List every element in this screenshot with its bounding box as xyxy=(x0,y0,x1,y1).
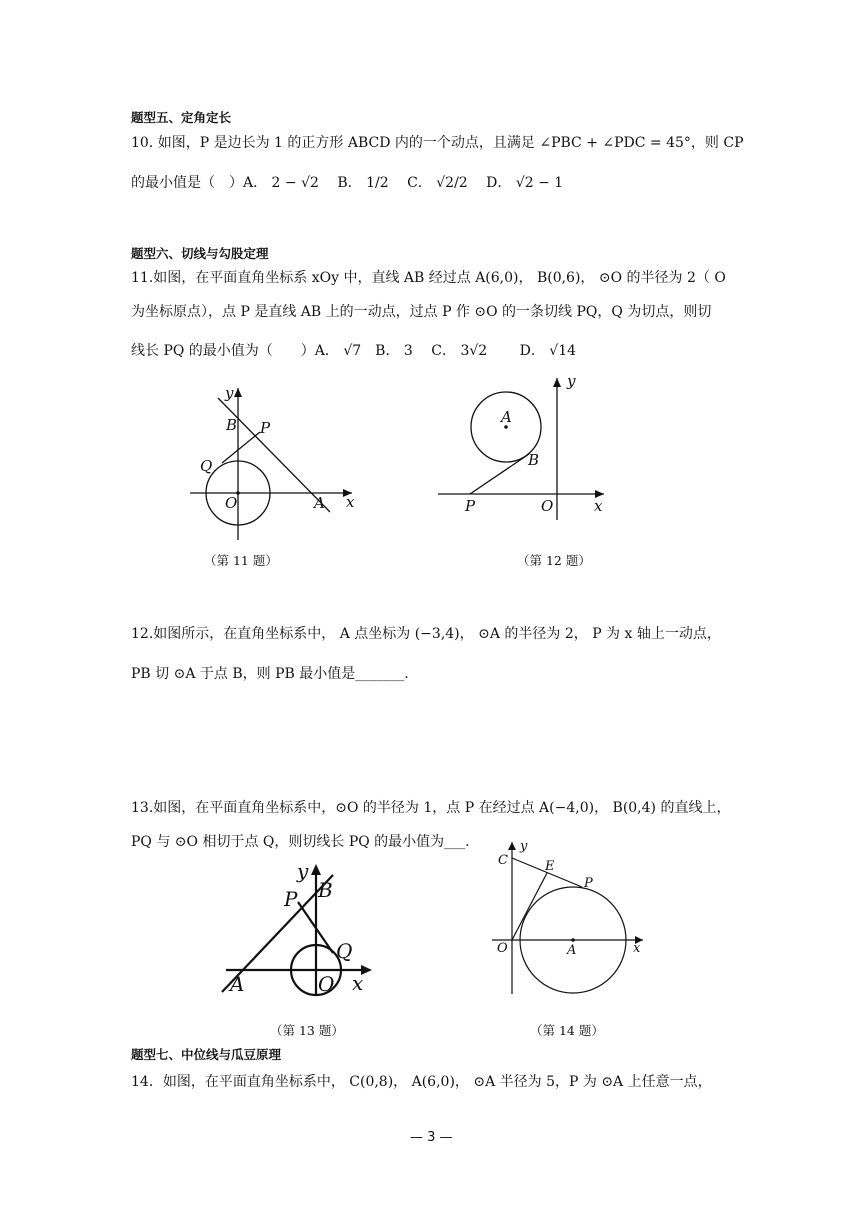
fig13-label-y: y xyxy=(297,859,309,883)
page-number: — 3 — xyxy=(410,1130,453,1145)
question-13-line-2: PQ 与 ⊙O 相切于点 Q，则切线长 PQ 的最小值为___. xyxy=(131,834,470,850)
fig12-label-b: B xyxy=(528,451,540,469)
fig14-label-o: O xyxy=(497,941,508,956)
caption-fig-12: （第 12 题） xyxy=(517,553,591,568)
fig12-label-x: x xyxy=(594,497,603,515)
caption-fig-13: （第 13 题） xyxy=(270,1023,344,1038)
fig12-label-p: P xyxy=(465,497,476,515)
fig12-label-o: O xyxy=(541,497,554,515)
fig11-label-q: Q xyxy=(200,457,213,475)
question-13-line-1: 13.如图，在平面直角坐标系中，⊙O 的半径为 1，点 P 在经过点 A(−4,0)， B(0,4) 的直线上， xyxy=(131,800,731,816)
question-12-line-1: 12.如图所示，在直角坐标系中， A 点坐标为 (−3,4)， ⊙A 的半径为 2， P 为 x 轴上一动点， xyxy=(131,626,721,642)
fig13-label-a: A xyxy=(230,972,245,996)
question-14-line-1: 14．如图，在平面直角坐标系中， C(0,8)， A(6,0)， ⊙A 半径为 5，P 为 ⊙A 上任意一点， xyxy=(131,1074,712,1090)
question-11-line-3: 线长 PQ 的最小值为（ ）A． √7 B． 3 C． 3√2 D． √14 xyxy=(131,343,577,359)
fig14-label-a: A xyxy=(567,943,577,958)
fig11-label-a: A xyxy=(314,494,325,512)
question-12-line-2: PB 切 ⊙A 于点 B，则 PB 最小值是_______. xyxy=(131,666,409,682)
question-10-line-1: 10. 如图，P 是边长为 1 的正方形 ABCD 内的一个动点，且满足 ∠PBC + ∠PDC = 45°，则 CP xyxy=(131,135,744,151)
fig11-label-x: x xyxy=(346,493,355,511)
fig12-label-a: A xyxy=(501,408,512,426)
fig11-label-b: B xyxy=(226,416,238,434)
question-11-line-2: 为坐标原点），点 P 是直线 AB 上的一动点，过点 P 作 ⊙O 的一条切线 PQ，Q 为切点，则切 xyxy=(131,304,712,320)
fig14-label-c: C xyxy=(498,853,508,868)
fig11-label-o: O xyxy=(225,494,238,512)
fig13-label-x: x xyxy=(352,971,364,995)
fig14-label-y: y xyxy=(520,839,528,854)
fig13-label-o: O xyxy=(318,972,335,996)
section-heading-7: 题型七、中位线与瓜豆原理 xyxy=(131,1047,282,1062)
fig12-label-y: y xyxy=(567,372,576,390)
fig11-label-p: P xyxy=(260,419,271,437)
fig14-label-p: P xyxy=(584,876,593,891)
section-heading-5: 题型五、定角定长 xyxy=(131,110,232,125)
section-heading-6: 题型六、切线与勾股定理 xyxy=(131,246,269,261)
caption-fig-14: （第 14 题） xyxy=(530,1023,604,1038)
question-11-line-1: 11.如图，在平面直角坐标系 xOy 中，直线 AB 经过点 A(6,0)， B(0,6)， ⊙O 的半径为 2（ O xyxy=(131,270,726,286)
caption-fig-11: （第 11 题） xyxy=(204,553,278,568)
fig13-label-p: P xyxy=(284,887,298,911)
fig14-label-x: x xyxy=(633,941,641,956)
fig14-label-e: E xyxy=(545,859,555,874)
fig13-label-b: B xyxy=(318,878,333,902)
fig13-label-q: Q xyxy=(336,939,353,963)
question-10-line-2: 的最小值是（ ）A． 2 − √2 B． 1/2 C． √2/2 D． √2 − 1 xyxy=(131,175,564,191)
fig11-label-y: y xyxy=(225,384,234,402)
